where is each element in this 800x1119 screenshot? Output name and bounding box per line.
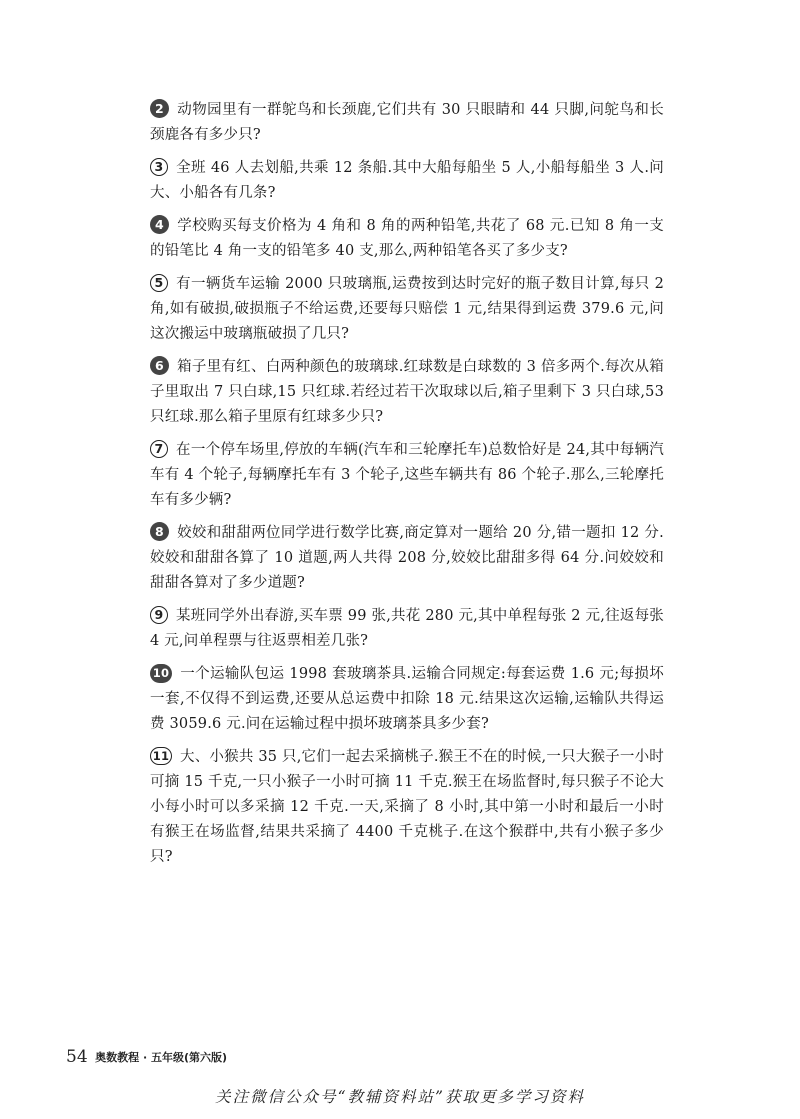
problem-text: 动物园里有一群鸵鸟和长颈鹿,它们共有 30 只眼睛和 44 只脚,问鸵鸟和长颈鹿各有多少只? bbox=[150, 102, 664, 143]
problem-item bbox=[150, 662, 664, 737]
problem-text: 全班 46 人去划船,共乘 12 条船.其中大船每船坐 5 人,小船每船坐 3 人.问大、小船各有几条? bbox=[150, 160, 664, 201]
problem-text: 箱子里有红、白两种颜色的玻璃球.红球数是白球数的 3 倍多两个.每次从箱子里取出 7 只白球,15 只红球.若经过若干次取球以后,箱子里剩下 3 只白球,53 只红球.那么箱子里原有红球多少只? bbox=[150, 359, 664, 425]
problem-number-badge: 7 bbox=[150, 440, 168, 458]
problem-item bbox=[150, 214, 664, 264]
problem-number-badge: 11 bbox=[150, 747, 172, 765]
problem-text: 有一辆货车运输 2000 只玻璃瓶,运费按到达时完好的瓶子数目计算,每只 2 角,如有破损,破损瓶子不给运费,还要每只赔偿 1 元,结果得到运费 379.6 元,问这次搬运中玻璃瓶破损了几只? bbox=[150, 276, 664, 342]
problem-item bbox=[150, 355, 664, 430]
problem-text: 大、小猴共 35 只,它们一起去采摘桃子.猴王不在的时候,一只大猴子一小时可摘 15 千克,一只小猴子一小时可摘 11 千克.猴王在场监督时,每只猴子不论大小每小时可以多采摘 12 千克.一天,采摘了 8 小时,其中第一小时和最后一小时有猴王在场监督,结果共采摘了 4400 千克桃子.在这个猴群中,共有小猴子多少只? bbox=[150, 749, 664, 865]
problem-number-badge: 4 bbox=[150, 215, 169, 234]
book-title: 奥数教程 · 五年级(第六版) bbox=[95, 1051, 228, 1064]
problem-item bbox=[150, 156, 664, 206]
problem-number-badge: 9 bbox=[150, 606, 168, 624]
problem-item bbox=[150, 438, 664, 513]
problem-text: 一个运输队包运 1998 套玻璃茶具.运输合同规定:每套运费 1.6 元;每损坏一套,不仅得不到运费,还要从总运费中扣除 18 元.结果这次运输,运输队共得运费 3059.6 元.问在运输过程中损坏玻璃茶具多少套? bbox=[150, 666, 664, 732]
problem-item bbox=[150, 745, 664, 870]
problem-text: 某班同学外出春游,买车票 99 张,共花 280 元,其中单程每张 2 元,往返每张 4 元,问单程票与往返票相差几张? bbox=[150, 608, 664, 649]
problem-text: 在一个停车场里,停放的车辆(汽车和三轮摩托车)总数恰好是 24,其中每辆汽车有 4 个轮子,每辆摩托车有 3 个轮子,这些车辆共有 86 个轮子.那么,三轮摩托车有多少辆? bbox=[150, 442, 664, 508]
problem-number-badge: 3 bbox=[150, 158, 168, 176]
problem-list bbox=[150, 98, 664, 878]
problem-number-badge: 10 bbox=[150, 664, 172, 683]
problem-number-badge: 5 bbox=[150, 274, 168, 292]
problem-text: 姣姣和甜甜两位同学进行数学比赛,商定算对一题给 20 分,错一题扣 12 分.姣姣和甜甜各算了 10 道题,两人共得 208 分,姣姣比甜甜多得 64 分.问姣姣和甜甜各算对了多少道题? bbox=[150, 525, 664, 591]
problem-number-badge: 2 bbox=[150, 99, 169, 118]
problem-item bbox=[150, 521, 664, 596]
problem-item bbox=[150, 272, 664, 347]
problem-number-badge: 8 bbox=[150, 522, 169, 541]
problem-number-badge: 6 bbox=[150, 356, 169, 375]
problem-item bbox=[150, 98, 664, 148]
page-number: 54 bbox=[66, 1047, 88, 1067]
problem-item bbox=[150, 604, 664, 654]
problem-text: 学校购买每支价格为 4 角和 8 角的两种铅笔,共花了 68 元.已知 8 角一支的铅笔比 4 角一支的铅笔多 40 支,那么,两种铅笔各买了多少支? bbox=[150, 218, 664, 259]
page-footer bbox=[66, 1047, 227, 1067]
promo-banner-text: 关注微信公众号“教辅资料站”获取更多学习资料 bbox=[215, 1088, 585, 1106]
